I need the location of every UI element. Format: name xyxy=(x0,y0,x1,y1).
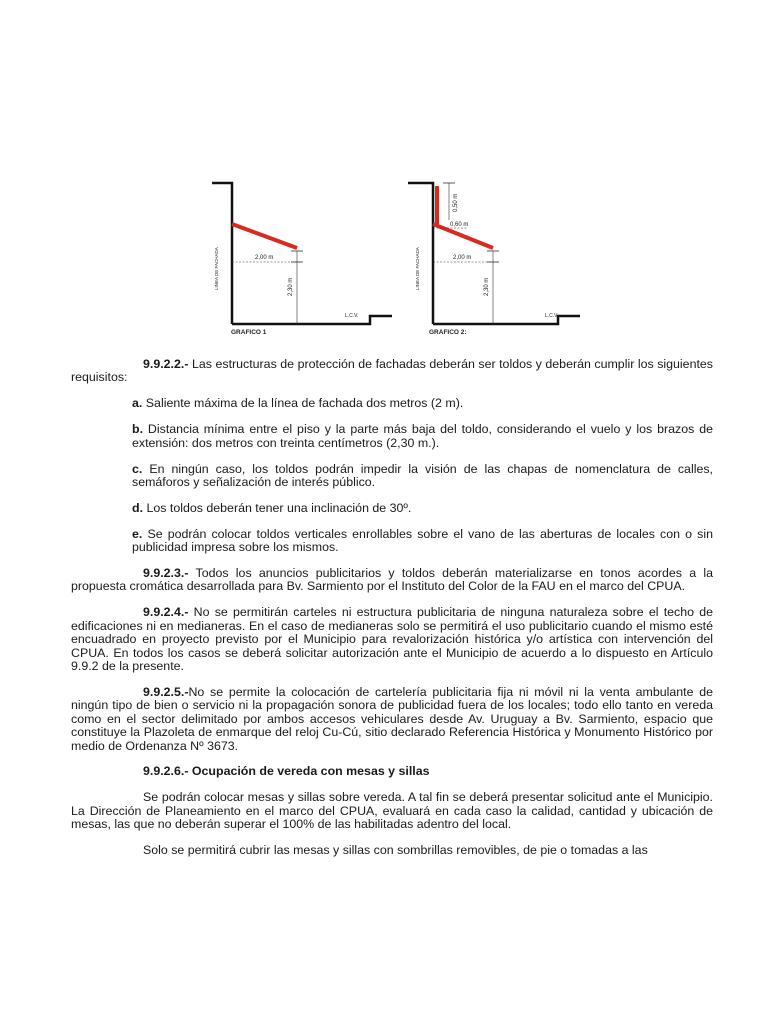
section-text: No se permitirán carteles ni estructura publicitaria de ninguna naturaleza sobre el techo de edificaciones ni en medianeras. En el caso de medianeras solo se permitirá el uso publicitario cuando el mismo esté encuadrado en proyecto previsto por el Municipio para revalorización histórica y/o artística con intervención del CPUA. En todos los casos se deberá solicitar autorización ante el Municipio de acuerdo a lo dispuesto en Artículo 9.9.2 de la presente. xyxy=(71,605,713,673)
facade-wall-line xyxy=(408,183,433,324)
figure-2-caption: GRAFICO 2: xyxy=(429,329,467,336)
facade-label: LINEA DE FACHADA xyxy=(214,247,219,290)
section-9922 xyxy=(71,358,713,385)
item-text: Se podrán colocar toldos verticales enrollables sobre el vano de las aberturas de locales con o sin publicidad impresa sobre los mismos. xyxy=(132,526,713,555)
awning xyxy=(232,224,297,248)
figure-1-caption: GRAFICO 1 xyxy=(231,329,267,336)
list-item xyxy=(132,463,713,490)
section-text: Las estructuras de protección de fachadas deberán ser toldos y deberán cumplir los siguientes requisitos: xyxy=(71,357,713,385)
item-letter: a. xyxy=(132,396,143,411)
document-body xyxy=(71,358,713,870)
facade-label: LINEA DE FACHADA xyxy=(415,247,420,290)
ground-line xyxy=(232,316,392,324)
list-item xyxy=(132,502,713,515)
figure-2 xyxy=(408,183,580,336)
item-letter: b. xyxy=(132,422,144,437)
section-9925 xyxy=(71,686,713,753)
section-9924 xyxy=(71,606,713,673)
awning-diagrams xyxy=(205,178,590,343)
horizontal-dim-label: 2,00 m xyxy=(453,255,472,261)
vertical-dim-label: 2,30 m xyxy=(484,277,490,296)
item-text: Saliente máxima de la línea de fachada dos metros (2 m). xyxy=(142,396,464,411)
section-number: 9.9.2.5.- xyxy=(143,684,189,699)
figure-1 xyxy=(212,183,392,336)
section-9926-paragraph-1: Se podrán colocar mesas y sillas sobre vereda. A tal fin se deberá presentar solicitud ante el Municipio. La Dirección de Planeamiento en el marco del CPUA, evaluará en cada caso la calidad, cantidad y ubicación de mesas, las que no deberán superar el 100% de las habilitadas adentro del local. xyxy=(71,790,713,832)
section-text: Todos los anuncios publicitarios y toldos deberán materializarse en tonos acordes a la propuesta cromática desarrollada para Bv. Sarmiento por el Instituto del Color de la FAU en el marco del CPUA. xyxy=(71,566,713,594)
horizontal-dim-label: 2,00 m xyxy=(255,255,274,261)
lcv-label: L.C.V. xyxy=(345,313,359,319)
item-text: Distancia mínima entre el piso y la parte más baja del toldo, considerando el vuelo y los brazos de extensión: dos metros con treinta centímetros (2,30 m.). xyxy=(132,422,713,450)
item-letter: d. xyxy=(132,500,144,515)
list-item xyxy=(132,423,713,450)
item-text: En ningún caso, los toldos podrán impedir la visión de las chapas de nomenclatura de calles, semáforos y señalización de interés público. xyxy=(132,461,713,489)
item-letter: c. xyxy=(132,461,143,476)
section-9926-paragraph-2: Solo se permitirá cubrir las mesas y sillas con sombrillas removibles, de pie o tomadas a las xyxy=(143,843,648,858)
section-9923 xyxy=(71,567,713,594)
lcv-label: L.C.V. xyxy=(545,313,559,319)
list-item xyxy=(132,528,713,555)
section-9926-heading: 9.9.2.6.- Ocupación de vereda con mesas y sillas xyxy=(143,764,430,779)
figures xyxy=(205,178,590,343)
section-number: 9.9.2.4.- xyxy=(143,605,189,620)
section-number: 9.9.2.3.- xyxy=(143,566,189,581)
section-number: 9.9.2.2.- xyxy=(143,357,189,371)
item-text: Los toldos deberán tener una inclinación de 30º. xyxy=(143,500,412,515)
item-letter: e. xyxy=(132,526,143,541)
section-text: No se permite la colocación de cartelería publicitaria fija ni móvil ni la venta ambulante de ningún tipo de bien o servicio ni la propagación sonora de publicidad fuera de los locales; todo ello tanto en vereda como en el sector delimitado por ambos accesos vehiculares desde Av. Uruguay a Bv. Sarmiento, espacio que constituye la Plazoleta de enmarque del reloj Cu-Cú, sitio declarado Referencia Histórica y Monumento Histórico por medio de Ordenanza Nº 3673. xyxy=(71,684,713,753)
list-item xyxy=(132,397,713,410)
top-dim-label: 0,50 m xyxy=(453,193,459,212)
vertical-dim-label: 2,30 m xyxy=(288,277,294,296)
offset-dim-label: 0,60 m xyxy=(450,222,469,228)
